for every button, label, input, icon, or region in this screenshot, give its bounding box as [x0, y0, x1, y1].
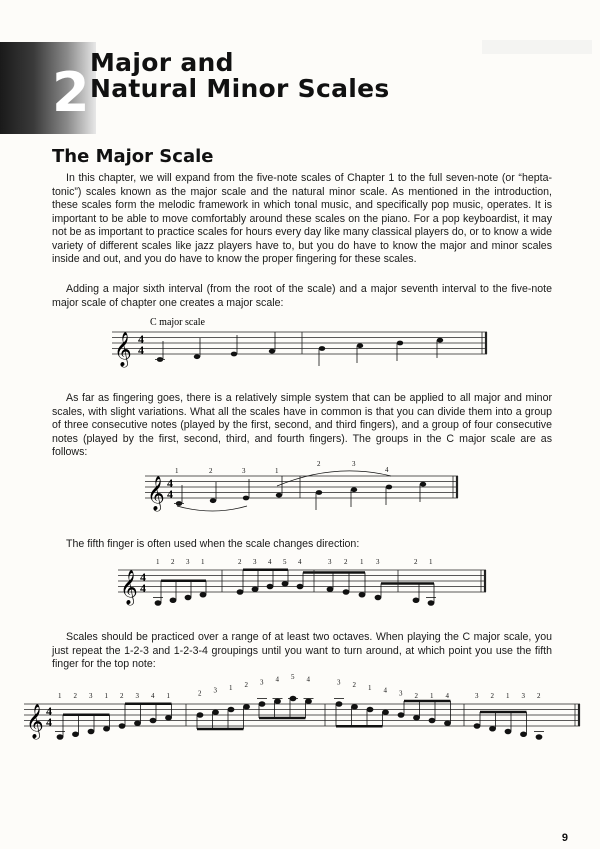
staff-lines — [112, 332, 487, 354]
note-f4 — [200, 592, 206, 597]
svg-text:4: 4 — [46, 704, 52, 718]
note-c5 — [420, 482, 426, 487]
fingering-2: 2 — [537, 692, 541, 700]
fingering-4: 4 — [385, 466, 389, 474]
note-a4 — [327, 587, 333, 592]
note-g4 — [474, 724, 480, 729]
fingering-3: 3 — [213, 686, 217, 695]
note-d4 — [73, 732, 79, 737]
note-f4 — [269, 349, 275, 354]
note-e4 — [185, 595, 191, 600]
note-b4 — [429, 718, 435, 723]
fingering-3: 3 — [242, 467, 246, 475]
slur-group-2 — [277, 471, 391, 486]
fingering-1: 1 — [506, 692, 510, 700]
fingering-4: 4 — [306, 675, 310, 684]
svg-text:4: 4 — [167, 487, 173, 501]
note-a4 — [135, 721, 141, 726]
fingering-5: 5 — [291, 672, 295, 681]
time-signature-top: 4 — [138, 332, 144, 346]
scale-label: C major scale — [150, 317, 205, 328]
note-b4 — [267, 584, 273, 589]
fingering-2: 2 — [120, 692, 124, 700]
note-b4 — [397, 341, 403, 346]
note-f4 — [104, 726, 110, 731]
fingering-1: 1 — [166, 692, 170, 700]
note-a4 — [357, 343, 363, 348]
note-a5 — [336, 702, 342, 707]
note-e4 — [243, 496, 249, 501]
fingering-2: 2 — [209, 467, 213, 475]
note-d4 — [413, 598, 419, 603]
note-c5 — [437, 338, 443, 343]
note-f5 — [367, 707, 373, 712]
note-g4 — [343, 590, 349, 595]
note-b4 — [386, 485, 392, 490]
note-a4 — [351, 487, 357, 492]
note-e4 — [375, 595, 381, 600]
note-d5 — [398, 713, 404, 718]
fingering-4: 4 — [151, 692, 155, 700]
note-f4 — [490, 726, 496, 731]
fingering-3: 3 — [352, 460, 356, 468]
fingering-groups-staff — [145, 460, 461, 511]
note-c5 — [166, 715, 172, 720]
fingering-1: 1 — [58, 692, 62, 700]
fingering-1: 1 — [201, 558, 205, 566]
note-b4 — [150, 718, 156, 723]
note-d4 — [521, 732, 527, 737]
chapter-title-line-1: Major and — [90, 48, 234, 77]
note-c5 — [282, 581, 288, 586]
note-c4 — [57, 735, 63, 740]
treble-clef-icon: 𝄞 — [26, 704, 44, 739]
note-c5 — [414, 715, 420, 720]
note-b5 — [306, 699, 312, 704]
staff-lines — [145, 476, 458, 498]
page-number: 9 — [561, 832, 568, 844]
fingering-2: 2 — [317, 460, 321, 468]
fingering-4: 4 — [445, 692, 449, 700]
note-f4 — [359, 592, 365, 597]
note-d5 — [197, 713, 203, 718]
note-c4 — [428, 601, 434, 606]
note-b4 — [297, 584, 303, 589]
facing-page-bleed-through — [482, 40, 592, 54]
note-b5 — [275, 699, 281, 704]
fingering-3: 3 — [328, 558, 332, 566]
note-d4 — [194, 354, 200, 359]
note-a4 — [252, 587, 258, 592]
c-major-scale-staff — [112, 312, 490, 374]
fingering-3: 3 — [337, 678, 341, 687]
svg-text:4: 4 — [167, 476, 173, 490]
paragraph-intro: In this chapter, we will expand from the five-note scales of Chapter 1 to the full seven-note (or “heptatonic”) scales known as the major scale and the natural minor scale. As mentioned in the introduction, these scales form the melodic framework in which tonal music, and specifically pop music, operates. It is important to be able to move comfortably around these scales on the piano. For a pop keyboardist, it may not be as important to practice scales for hours every day like many classical players do, or to know a wide variety of different scales like jazz players have to, but you do have to know the major and minor scales inside and out, and you do have to know the proper fingering for these scales. — [52, 172, 552, 265]
note-g4 — [319, 346, 325, 351]
note-c4 — [155, 601, 161, 606]
fingering-2: 2 — [344, 558, 348, 566]
direction-change-staff — [118, 556, 490, 604]
fingering-3: 3 — [399, 689, 403, 698]
note-g5 — [352, 704, 358, 709]
note-f4 — [276, 493, 282, 498]
note-c4 — [536, 735, 542, 740]
fingering-3: 3 — [475, 692, 479, 700]
fingering-2: 2 — [490, 692, 494, 700]
treble-clef-icon: 𝄞 — [120, 570, 138, 605]
fingering-1: 1 — [175, 467, 179, 475]
note-d4 — [170, 598, 176, 603]
note-f5 — [228, 707, 234, 712]
fingering-2: 2 — [171, 558, 175, 566]
note-g4 — [316, 490, 322, 495]
note-a4 — [445, 721, 451, 726]
fingering-1: 1 — [156, 558, 160, 566]
paragraph-major-scale: Adding a major sixth interval (from the root of the scale) and a major seventh interval to the five-note major scale of chapter one creates a major scale: — [52, 283, 552, 309]
chapter-title-line-2: Natural Minor Scales — [90, 74, 390, 103]
fingering-2: 2 — [73, 692, 77, 700]
fingering-1: 1 — [360, 558, 364, 566]
fingering-3: 3 — [260, 678, 264, 687]
time-signature-bottom: 4 — [138, 343, 144, 357]
note-g4 — [237, 590, 243, 595]
chapter-number: 2 — [52, 61, 90, 124]
svg-text:4: 4 — [46, 715, 52, 729]
fingering-1: 1 — [368, 683, 372, 692]
two-octave-staff — [24, 672, 584, 744]
note-e4 — [88, 729, 94, 734]
fingering-1: 1 — [104, 692, 108, 700]
note-d4 — [210, 498, 216, 503]
fingering-2: 2 — [352, 681, 356, 689]
fingering-2: 2 — [198, 689, 202, 698]
fingering-2: 2 — [244, 681, 248, 689]
fingering-5: 5 — [283, 558, 287, 566]
fingering-1: 1 — [229, 683, 233, 692]
fingering-4: 4 — [383, 686, 387, 695]
fingering-1: 1 — [429, 558, 433, 566]
svg-text:4: 4 — [140, 570, 146, 584]
note-a5 — [259, 702, 265, 707]
paragraph-fingering: As far as fingering goes, there is a relatively simple system that can be applied to all major and minor scales, with slight variations. What all the scales have in common is that you can divide them into a group of three consecutive notes (played by the first, second, and third fingers), and a group of four consecutive notes (played by the first, second, third, and fourth fingers). The groups in the C major scale are as follows: — [52, 392, 552, 458]
note-g5 — [244, 704, 250, 709]
slur-group-1 — [177, 506, 247, 511]
fingering-3: 3 — [376, 558, 380, 566]
fingering-4: 4 — [268, 558, 272, 566]
note-e5 — [383, 710, 389, 715]
fingering-1: 1 — [275, 467, 279, 475]
fingering-2: 2 — [414, 692, 418, 700]
paragraph-fifth-finger: The fifth finger is often used when the scale changes direction: — [66, 538, 360, 550]
fingering-2: 2 — [414, 558, 418, 566]
section-title: The Major Scale — [52, 146, 214, 167]
note-e4 — [505, 729, 511, 734]
fingering-4: 4 — [298, 558, 302, 566]
note-e5 — [213, 710, 219, 715]
fingering-3: 3 — [89, 692, 93, 700]
treble-clef-icon: 𝄞 — [114, 332, 132, 367]
fingering-3: 3 — [186, 558, 190, 566]
fingering-2: 2 — [238, 558, 242, 566]
fingering-3: 3 — [135, 692, 139, 700]
paragraph-two-octaves: Scales should be practiced over a range of at least two octaves. When playing the C major scale, you just repeat the 1-2-3 and 1-2-3-4 groupings until you want to turn around, at which point you use the fifth finger for the top note: — [52, 631, 552, 670]
svg-text:4: 4 — [140, 581, 146, 595]
fingering-3: 3 — [253, 558, 257, 566]
fingering-3: 3 — [521, 692, 525, 700]
treble-clef-icon: 𝄞 — [147, 476, 165, 511]
note-e4 — [231, 352, 237, 357]
chapter-title — [90, 50, 390, 102]
note-g4 — [119, 724, 125, 729]
fingering-1: 1 — [430, 692, 434, 700]
fingering-4: 4 — [275, 675, 279, 684]
